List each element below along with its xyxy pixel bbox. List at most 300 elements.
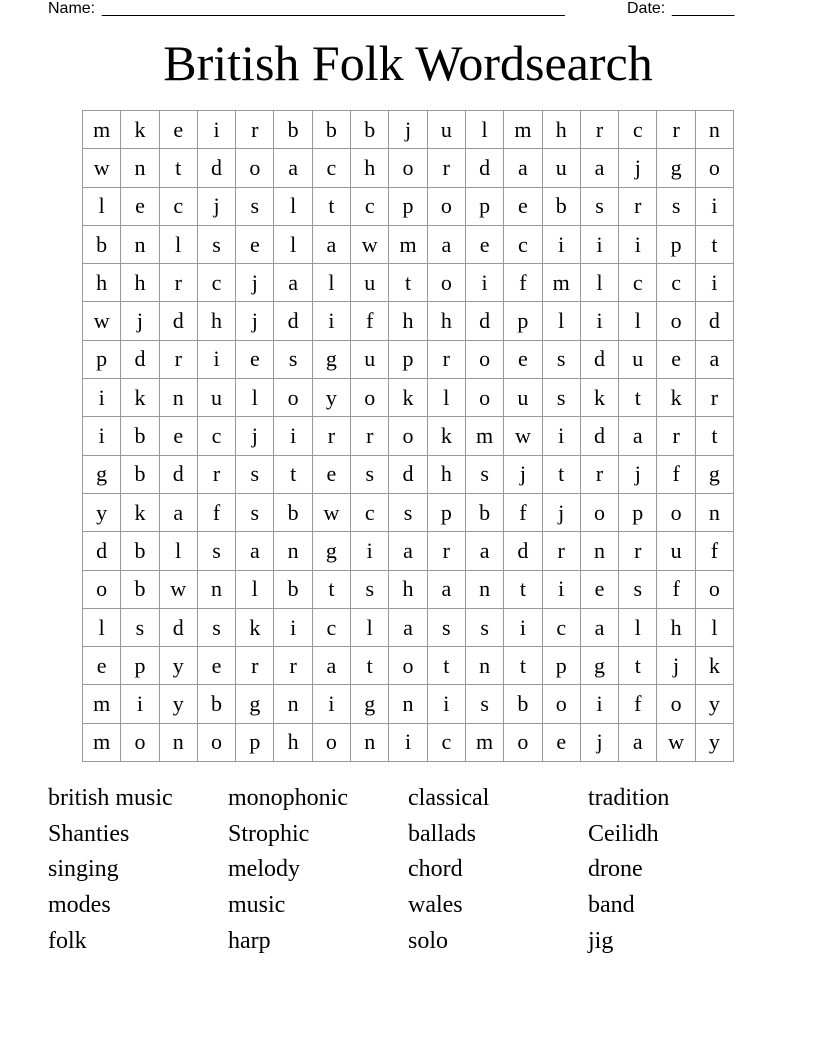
grid-cell[interactable]: l xyxy=(466,111,504,149)
grid-cell[interactable]: i xyxy=(198,341,236,379)
grid-cell[interactable]: m xyxy=(83,724,121,762)
grid-cell[interactable]: o xyxy=(466,379,504,417)
grid-cell[interactable]: k xyxy=(121,494,159,532)
grid-cell[interactable]: r xyxy=(543,532,581,570)
grid-cell[interactable]: e xyxy=(121,188,159,226)
grid-cell[interactable]: j xyxy=(236,264,274,302)
grid-cell[interactable]: i xyxy=(313,685,351,723)
grid-cell[interactable]: d xyxy=(581,341,619,379)
grid-cell[interactable]: m xyxy=(83,111,121,149)
grid-cell[interactable]: l xyxy=(581,264,619,302)
word-list-item: solo xyxy=(408,927,449,954)
grid-cell[interactable]: g xyxy=(581,647,619,685)
grid-cell[interactable]: d xyxy=(160,456,198,494)
grid-cell[interactable]: s xyxy=(657,188,695,226)
grid-cell[interactable]: a xyxy=(619,417,657,455)
grid-cell[interactable]: m xyxy=(543,264,581,302)
grid-cell[interactable]: o xyxy=(657,685,695,723)
grid-cell[interactable]: j xyxy=(121,302,159,340)
grid-cell[interactable]: d xyxy=(274,302,312,340)
grid-cell[interactable]: g xyxy=(351,685,389,723)
grid-cell[interactable]: i xyxy=(389,724,427,762)
grid-cell[interactable]: a xyxy=(313,647,351,685)
grid-cell[interactable]: k xyxy=(657,379,695,417)
grid-cell[interactable]: r xyxy=(236,111,274,149)
grid-cell[interactable]: c xyxy=(198,264,236,302)
grid-cell[interactable]: b xyxy=(121,417,159,455)
grid-cell[interactable]: r xyxy=(160,264,198,302)
grid-cell[interactable]: p xyxy=(504,302,542,340)
word-list-item: british music xyxy=(48,785,173,811)
grid-cell[interactable]: b xyxy=(466,494,504,532)
grid-cell[interactable]: a xyxy=(236,532,274,570)
grid-cell[interactable]: h xyxy=(428,302,466,340)
grid-cell[interactable]: t xyxy=(696,417,734,455)
grid-cell[interactable]: a xyxy=(696,341,734,379)
grid-cell[interactable]: i xyxy=(274,417,312,455)
grid-cell[interactable]: g xyxy=(313,341,351,379)
grid-cell[interactable]: e xyxy=(160,111,198,149)
grid-cell[interactable]: p xyxy=(619,494,657,532)
grid-cell[interactable]: t xyxy=(619,379,657,417)
grid-cell[interactable]: r xyxy=(428,149,466,187)
grid-cell[interactable]: s xyxy=(466,685,504,723)
grid-cell[interactable]: o xyxy=(696,571,734,609)
grid-cell[interactable]: t xyxy=(428,647,466,685)
word-list-item: music xyxy=(228,892,286,919)
grid-cell[interactable]: c xyxy=(619,111,657,149)
grid-cell[interactable]: u xyxy=(657,532,695,570)
grid-cell[interactable]: r xyxy=(619,188,657,226)
grid-cell[interactable]: k xyxy=(121,379,159,417)
grid-cell[interactable]: n xyxy=(121,226,159,264)
grid-cell[interactable]: s xyxy=(236,456,274,494)
grid-cell[interactable]: r xyxy=(274,647,312,685)
grid-cell[interactable]: u xyxy=(543,149,581,187)
grid-cell[interactable]: h xyxy=(198,302,236,340)
grid-cell[interactable]: d xyxy=(581,417,619,455)
grid-cell[interactable]: n xyxy=(160,724,198,762)
grid-cell[interactable]: u xyxy=(198,379,236,417)
grid-cell[interactable]: n xyxy=(351,724,389,762)
grid-cell[interactable]: l xyxy=(274,188,312,226)
grid-cell[interactable]: f xyxy=(657,571,695,609)
grid-cell[interactable]: n xyxy=(274,532,312,570)
grid-cell[interactable]: n xyxy=(581,532,619,570)
grid-cell[interactable]: u xyxy=(351,264,389,302)
grid-cell[interactable]: o xyxy=(313,724,351,762)
grid-cell[interactable]: n xyxy=(389,685,427,723)
grid-cell[interactable]: p xyxy=(466,188,504,226)
grid-cell[interactable]: d xyxy=(696,302,734,340)
grid-cell[interactable]: l xyxy=(160,532,198,570)
grid-cell[interactable]: w xyxy=(83,149,121,187)
grid-cell[interactable]: b xyxy=(83,226,121,264)
grid-cell[interactable]: s xyxy=(274,341,312,379)
grid-cell[interactable]: s xyxy=(236,188,274,226)
grid-cell[interactable]: f xyxy=(504,264,542,302)
grid-cell[interactable]: m xyxy=(389,226,427,264)
grid-cell[interactable]: s xyxy=(619,571,657,609)
grid-cell[interactable]: i xyxy=(83,417,121,455)
grid-cell[interactable]: k xyxy=(581,379,619,417)
grid-cell[interactable]: o xyxy=(351,379,389,417)
grid-cell[interactable]: t xyxy=(619,647,657,685)
grid-cell[interactable]: s xyxy=(543,341,581,379)
grid-cell[interactable]: c xyxy=(619,264,657,302)
grid-cell[interactable]: s xyxy=(121,609,159,647)
grid-cell[interactable]: k xyxy=(696,647,734,685)
grid-cell[interactable]: i xyxy=(696,264,734,302)
grid-cell[interactable]: l xyxy=(619,609,657,647)
grid-cell[interactable]: b xyxy=(313,111,351,149)
grid-cell[interactable]: w xyxy=(160,571,198,609)
grid-cell[interactable]: k xyxy=(236,609,274,647)
grid-cell[interactable]: l xyxy=(351,609,389,647)
grid-cell[interactable]: o xyxy=(389,149,427,187)
grid-cell[interactable]: i xyxy=(83,379,121,417)
grid-cell[interactable]: l xyxy=(313,264,351,302)
grid-cell[interactable]: w xyxy=(504,417,542,455)
grid-cell[interactable]: o xyxy=(657,302,695,340)
grid-cell[interactable]: g xyxy=(657,149,695,187)
grid-cell[interactable]: e xyxy=(160,417,198,455)
grid-cell[interactable]: d xyxy=(504,532,542,570)
grid-cell[interactable]: b xyxy=(121,456,159,494)
grid-cell[interactable]: r xyxy=(428,341,466,379)
grid-cell[interactable]: o xyxy=(543,685,581,723)
page-title: British Folk Wordsearch xyxy=(163,35,653,91)
grid-cell[interactable]: i xyxy=(121,685,159,723)
grid-cell[interactable]: c xyxy=(351,188,389,226)
grid-cell[interactable]: y xyxy=(313,379,351,417)
grid-cell[interactable]: l xyxy=(619,302,657,340)
grid-cell[interactable]: p xyxy=(543,647,581,685)
grid-cell[interactable]: c xyxy=(351,494,389,532)
grid-cell[interactable]: o xyxy=(198,724,236,762)
grid-cell[interactable]: m xyxy=(466,417,504,455)
grid-cell[interactable]: o xyxy=(504,724,542,762)
grid-cell[interactable]: r xyxy=(657,111,695,149)
grid-cell[interactable]: a xyxy=(619,724,657,762)
grid-cell[interactable]: l xyxy=(543,302,581,340)
grid-cell[interactable]: s xyxy=(236,494,274,532)
grid-cell[interactable]: j xyxy=(389,111,427,149)
grid-cell[interactable]: n xyxy=(696,494,734,532)
grid-cell[interactable]: y xyxy=(696,724,734,762)
grid-cell[interactable]: b xyxy=(274,571,312,609)
grid-cell[interactable]: t xyxy=(543,456,581,494)
grid-cell[interactable]: w xyxy=(83,302,121,340)
grid-cell[interactable]: o xyxy=(83,571,121,609)
grid-cell[interactable]: a xyxy=(581,609,619,647)
name-field-line[interactable]: ____________________________________________________ xyxy=(102,0,565,17)
grid-cell[interactable]: f xyxy=(619,685,657,723)
grid-cell[interactable]: t xyxy=(313,188,351,226)
grid-cell[interactable]: p xyxy=(389,341,427,379)
grid-cell[interactable]: f xyxy=(696,532,734,570)
grid-cell[interactable]: l xyxy=(696,609,734,647)
grid-cell[interactable]: l xyxy=(160,226,198,264)
grid-cell[interactable]: b xyxy=(543,188,581,226)
grid-cell[interactable]: b xyxy=(198,685,236,723)
grid-cell[interactable]: o xyxy=(581,494,619,532)
grid-cell[interactable]: e xyxy=(236,341,274,379)
grid-cell[interactable]: w xyxy=(657,724,695,762)
grid-cell[interactable]: h xyxy=(543,111,581,149)
grid-cell[interactable]: n xyxy=(466,647,504,685)
grid-cell[interactable]: j xyxy=(581,724,619,762)
grid-cell[interactable]: s xyxy=(351,456,389,494)
grid-cell[interactable]: r xyxy=(198,456,236,494)
grid-cell[interactable]: o xyxy=(121,724,159,762)
grid-cell[interactable]: r xyxy=(160,341,198,379)
grid-cell[interactable]: i xyxy=(428,685,466,723)
grid-cell[interactable]: e xyxy=(581,571,619,609)
grid-cell[interactable]: i xyxy=(504,609,542,647)
grid-cell[interactable]: h xyxy=(83,264,121,302)
grid-cell[interactable]: p xyxy=(83,341,121,379)
grid-cell[interactable]: s xyxy=(581,188,619,226)
grid-cell[interactable]: t xyxy=(274,456,312,494)
grid-cell[interactable]: e xyxy=(543,724,581,762)
grid-cell[interactable]: a xyxy=(581,149,619,187)
grid-cell[interactable]: i xyxy=(581,302,619,340)
grid-cell[interactable]: c xyxy=(428,724,466,762)
grid-cell[interactable]: o xyxy=(236,149,274,187)
grid-cell[interactable]: d xyxy=(466,149,504,187)
grid-cell[interactable]: c xyxy=(543,609,581,647)
grid-cell[interactable]: r xyxy=(696,379,734,417)
grid-cell[interactable]: d xyxy=(83,532,121,570)
grid-cell[interactable]: s xyxy=(351,571,389,609)
grid-cell[interactable]: l xyxy=(236,379,274,417)
grid-cell[interactable]: s xyxy=(198,609,236,647)
grid-cell[interactable]: c xyxy=(504,226,542,264)
grid-cell[interactable]: a xyxy=(504,149,542,187)
grid-cell[interactable]: b xyxy=(274,494,312,532)
grid-cell[interactable]: j xyxy=(504,456,542,494)
grid-cell[interactable]: m xyxy=(83,685,121,723)
grid-cell[interactable]: h xyxy=(351,149,389,187)
grid-cell[interactable]: r xyxy=(657,417,695,455)
grid-cell[interactable]: a xyxy=(389,609,427,647)
grid-cell[interactable]: g xyxy=(313,532,351,570)
grid-cell[interactable]: r xyxy=(428,532,466,570)
grid-cell[interactable]: r xyxy=(236,647,274,685)
word-list-item: modes xyxy=(48,892,111,919)
grid-cell[interactable]: a xyxy=(274,149,312,187)
grid-cell[interactable]: d xyxy=(160,609,198,647)
word-list-item: band xyxy=(588,892,635,919)
grid-cell[interactable]: w xyxy=(351,226,389,264)
grid-cell[interactable]: i xyxy=(696,188,734,226)
grid-cell[interactable]: r xyxy=(351,417,389,455)
grid-cell[interactable]: o xyxy=(274,379,312,417)
grid-cell[interactable]: n xyxy=(696,111,734,149)
grid-cell[interactable]: c xyxy=(313,609,351,647)
grid-cell[interactable]: j xyxy=(198,188,236,226)
grid-cell[interactable]: y xyxy=(160,685,198,723)
grid-cell[interactable]: u xyxy=(504,379,542,417)
grid-cell[interactable]: o xyxy=(428,188,466,226)
grid-cell[interactable]: h xyxy=(121,264,159,302)
letter-grid xyxy=(82,110,734,762)
grid-cell[interactable]: k xyxy=(389,379,427,417)
grid-cell[interactable]: h xyxy=(657,609,695,647)
grid-cell[interactable]: d xyxy=(160,302,198,340)
grid-cell[interactable]: s xyxy=(466,609,504,647)
grid-cell[interactable]: i xyxy=(313,302,351,340)
grid-cell[interactable]: s xyxy=(428,609,466,647)
grid-cell[interactable]: i xyxy=(466,264,504,302)
grid-cell[interactable]: e xyxy=(83,647,121,685)
grid-cell[interactable]: d xyxy=(121,341,159,379)
grid-cell[interactable]: t xyxy=(504,571,542,609)
grid-cell[interactable]: f xyxy=(657,456,695,494)
grid-cell[interactable]: o xyxy=(389,647,427,685)
grid-cell[interactable]: f xyxy=(504,494,542,532)
grid-cell[interactable]: m xyxy=(504,111,542,149)
grid-cell[interactable]: n xyxy=(121,149,159,187)
grid-cell[interactable]: i xyxy=(351,532,389,570)
grid-cell[interactable]: c xyxy=(160,188,198,226)
grid-cell[interactable]: p xyxy=(389,188,427,226)
grid-cell[interactable]: t xyxy=(696,226,734,264)
grid-cell[interactable]: s xyxy=(389,494,427,532)
grid-cell[interactable]: l xyxy=(236,571,274,609)
grid-cell[interactable]: l xyxy=(428,379,466,417)
grid-cell[interactable]: p xyxy=(657,226,695,264)
grid-cell[interactable]: k xyxy=(121,111,159,149)
grid-cell[interactable]: a xyxy=(160,494,198,532)
grid-cell[interactable]: p xyxy=(236,724,274,762)
grid-cell[interactable]: f xyxy=(198,494,236,532)
grid-cell[interactable]: u xyxy=(351,341,389,379)
grid-cell[interactable]: y xyxy=(160,647,198,685)
grid-cell[interactable]: j xyxy=(619,149,657,187)
grid-cell[interactable]: e xyxy=(466,226,504,264)
grid-cell[interactable]: a xyxy=(389,532,427,570)
grid-cell[interactable]: j xyxy=(236,302,274,340)
grid-cell[interactable]: y xyxy=(696,685,734,723)
grid-cell[interactable]: d xyxy=(466,302,504,340)
grid-cell[interactable]: r xyxy=(581,456,619,494)
grid-cell[interactable]: s xyxy=(466,456,504,494)
grid-cell[interactable]: t xyxy=(389,264,427,302)
grid-cell[interactable]: o xyxy=(466,341,504,379)
grid-cell[interactable]: m xyxy=(466,724,504,762)
grid-cell[interactable]: o xyxy=(428,264,466,302)
grid-cell[interactable]: a xyxy=(466,532,504,570)
grid-cell[interactable]: b xyxy=(274,111,312,149)
date-field-line[interactable]: _______ xyxy=(672,0,735,17)
grid-cell[interactable]: i xyxy=(543,417,581,455)
grid-cell[interactable]: i xyxy=(543,226,581,264)
grid-cell[interactable]: t xyxy=(351,647,389,685)
grid-cell[interactable]: i xyxy=(581,685,619,723)
grid-cell[interactable]: j xyxy=(236,417,274,455)
grid-cell[interactable]: g xyxy=(236,685,274,723)
grid-cell[interactable]: s xyxy=(198,226,236,264)
grid-cell[interactable]: o xyxy=(696,149,734,187)
grid-cell[interactable]: j xyxy=(657,647,695,685)
grid-cell[interactable]: s xyxy=(198,532,236,570)
grid-cell[interactable]: l xyxy=(83,188,121,226)
grid-cell[interactable]: p xyxy=(428,494,466,532)
grid-cell[interactable]: h xyxy=(389,302,427,340)
grid-cell[interactable]: h xyxy=(428,456,466,494)
grid-cell[interactable]: r xyxy=(313,417,351,455)
grid-cell[interactable]: a xyxy=(274,264,312,302)
word-list-item: wales xyxy=(408,892,463,919)
grid-cell[interactable]: u xyxy=(619,341,657,379)
grid-cell[interactable]: c xyxy=(198,417,236,455)
grid-cell[interactable]: w xyxy=(313,494,351,532)
grid-cell[interactable]: i xyxy=(274,609,312,647)
grid-cell[interactable]: c xyxy=(313,149,351,187)
grid-cell[interactable]: o xyxy=(657,494,695,532)
grid-cell[interactable]: b xyxy=(504,685,542,723)
grid-cell[interactable]: h xyxy=(389,571,427,609)
grid-cell[interactable]: i xyxy=(581,226,619,264)
grid-cell[interactable]: j xyxy=(543,494,581,532)
grid-cell[interactable]: i xyxy=(619,226,657,264)
grid-cell[interactable]: u xyxy=(428,111,466,149)
grid-cell[interactable]: n xyxy=(198,571,236,609)
grid-cell[interactable]: t xyxy=(504,647,542,685)
grid-cell[interactable]: r xyxy=(619,532,657,570)
grid-cell[interactable]: a xyxy=(428,226,466,264)
grid-cell[interactable]: n xyxy=(466,571,504,609)
grid-cell[interactable]: o xyxy=(389,417,427,455)
grid-cell[interactable]: e xyxy=(313,456,351,494)
grid-cell[interactable]: f xyxy=(351,302,389,340)
grid-cell[interactable]: p xyxy=(121,647,159,685)
grid-cell[interactable]: n xyxy=(160,379,198,417)
grid-cell[interactable]: e xyxy=(504,341,542,379)
grid-cell[interactable]: h xyxy=(274,724,312,762)
grid-cell[interactable]: e xyxy=(657,341,695,379)
grid-cell[interactable]: y xyxy=(83,494,121,532)
grid-cell[interactable]: c xyxy=(657,264,695,302)
grid-cell[interactable]: i xyxy=(198,111,236,149)
grid-cell[interactable]: a xyxy=(313,226,351,264)
grid-cell[interactable]: e xyxy=(198,647,236,685)
grid-cell[interactable]: l xyxy=(274,226,312,264)
grid-cell[interactable]: i xyxy=(543,571,581,609)
grid-cell[interactable]: l xyxy=(83,609,121,647)
grid-cell[interactable]: b xyxy=(121,571,159,609)
grid-cell[interactable]: n xyxy=(274,685,312,723)
grid-cell[interactable]: a xyxy=(428,571,466,609)
grid-cell[interactable]: j xyxy=(619,456,657,494)
grid-cell[interactable]: g xyxy=(696,456,734,494)
grid-cell[interactable]: k xyxy=(428,417,466,455)
grid-cell[interactable]: e xyxy=(236,226,274,264)
grid-cell[interactable]: s xyxy=(543,379,581,417)
name-label: Name: xyxy=(48,0,96,17)
grid-cell[interactable]: d xyxy=(389,456,427,494)
grid-cell[interactable]: b xyxy=(351,111,389,149)
grid-cell[interactable]: t xyxy=(313,571,351,609)
grid-cell[interactable]: d xyxy=(198,149,236,187)
grid-cell[interactable]: e xyxy=(504,188,542,226)
grid-cell[interactable]: t xyxy=(160,149,198,187)
grid-cell[interactable]: b xyxy=(121,532,159,570)
grid-cell[interactable]: g xyxy=(83,456,121,494)
grid-cell[interactable]: r xyxy=(581,111,619,149)
